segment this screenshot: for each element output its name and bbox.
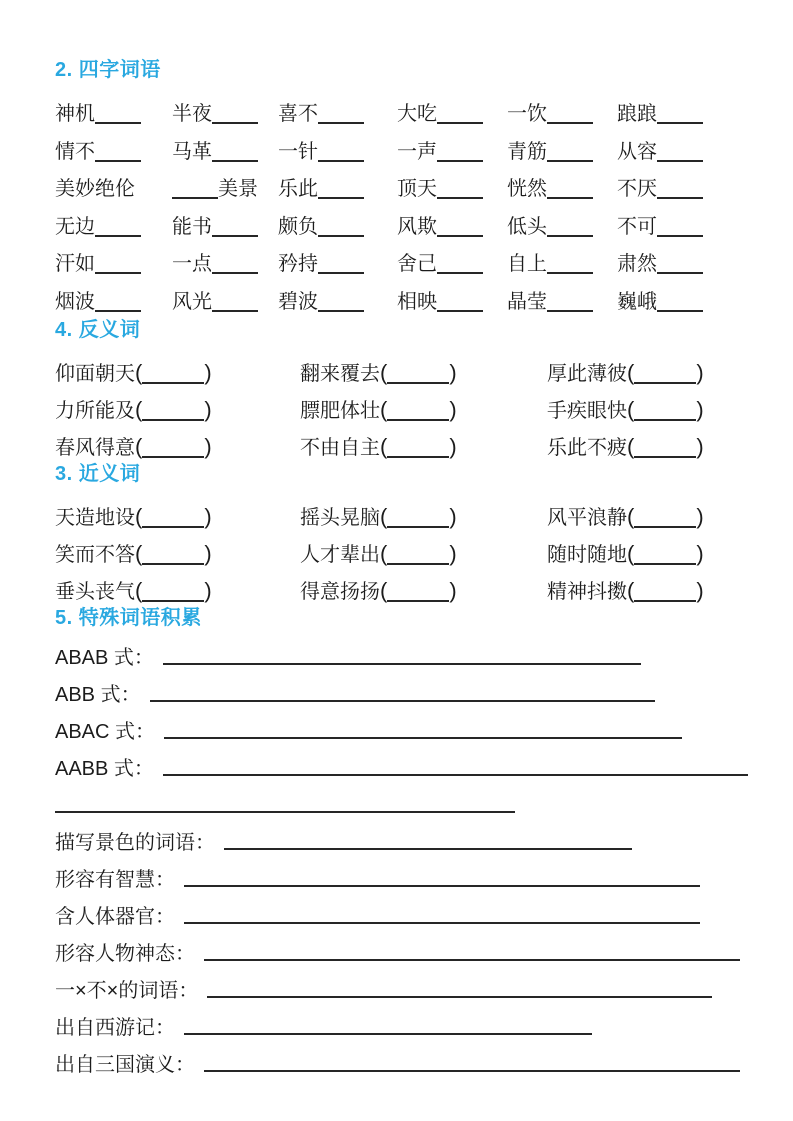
- answer-blank: [387, 407, 449, 421]
- fill-line-row: [55, 747, 748, 784]
- fill-line-label: ABAB 式：: [55, 647, 154, 669]
- section-title-special-words: 5. 特殊词语积累: [55, 607, 202, 629]
- answer-blank: [634, 551, 696, 565]
- answer-blank: [318, 148, 364, 162]
- word-text: 一饮: [507, 103, 547, 126]
- fill-line-label: 出自西游记：: [55, 1017, 175, 1039]
- antonym-item: [55, 394, 300, 423]
- answer-blank: [547, 148, 593, 162]
- answer-line: [55, 811, 515, 813]
- fill-line-row: [55, 969, 748, 1006]
- word-text: 肃然: [617, 253, 657, 276]
- word-item: [172, 247, 278, 276]
- word-text: 翻来覆去: [300, 363, 380, 385]
- fill-line-label: 形容有智慧：: [55, 869, 175, 891]
- fill-line-label: 出自三国演义：: [55, 1054, 195, 1076]
- answer-blank: [437, 148, 483, 162]
- close-paren: ): [696, 434, 704, 459]
- answer-blank: [634, 514, 696, 528]
- fill-line-row: [55, 932, 748, 969]
- word-text: 颇负: [278, 215, 318, 238]
- word-item: [617, 172, 748, 201]
- answer-blank: [142, 407, 204, 421]
- section-four-char-words: [55, 58, 748, 318]
- open-paren: (: [627, 578, 635, 603]
- synonym-grid: [55, 497, 748, 608]
- word-text: 风欺: [397, 215, 437, 238]
- synonym-item: [55, 575, 300, 604]
- word-item: [507, 172, 617, 201]
- word-item: [507, 97, 617, 126]
- answer-blank: [318, 298, 364, 312]
- word-text: 相映: [397, 290, 437, 313]
- answer-blank: [437, 223, 483, 237]
- section-title-four-char-words: 2. 四字词语: [55, 59, 161, 81]
- word-text: 无边: [55, 215, 95, 238]
- answer-blank: [142, 370, 204, 384]
- word-text: 踉踉: [617, 103, 657, 126]
- antonym-item: [55, 431, 300, 460]
- answer-line: [184, 1033, 592, 1035]
- antonym-item: [55, 357, 300, 386]
- synonym-item: [300, 538, 547, 567]
- open-paren: (: [380, 541, 388, 566]
- word-item: [172, 285, 278, 314]
- word-text: 乐此: [278, 178, 318, 201]
- word-item: [278, 247, 397, 276]
- close-paren: ): [204, 434, 212, 459]
- answer-blank: [657, 298, 703, 312]
- word-item: [397, 285, 507, 314]
- close-paren: ): [204, 541, 212, 566]
- word-text: 手疾眼快: [547, 400, 627, 422]
- fill-line-label: 描写景色的词语：: [55, 832, 215, 854]
- fill-line-row: [55, 1043, 748, 1080]
- word-item: [172, 210, 278, 239]
- word-item: [617, 210, 748, 239]
- section-synonyms: [55, 462, 748, 608]
- answer-blank: [547, 223, 593, 237]
- close-paren: ): [449, 541, 457, 566]
- answer-blank: [387, 444, 449, 458]
- antonym-item: [300, 357, 547, 386]
- answer-blank: [212, 110, 258, 124]
- answer-blank: [657, 185, 703, 199]
- word-text: 恍然: [507, 178, 547, 201]
- open-paren: (: [627, 541, 635, 566]
- word-row: [55, 131, 748, 169]
- word-text: 仰面朝天: [55, 363, 135, 385]
- word-text: 乐此不疲: [547, 437, 627, 459]
- word-text: 青筋: [507, 140, 547, 163]
- synonym-item: [547, 538, 748, 567]
- word-text: 一针: [278, 140, 318, 163]
- word-item: [617, 135, 748, 164]
- answer-blank: [212, 260, 258, 274]
- answer-blank: [318, 260, 364, 274]
- section-title-synonyms: 3. 近义词: [55, 463, 141, 485]
- answer-blank: [547, 298, 593, 312]
- synonym-item: [547, 575, 748, 604]
- section-special-words: [55, 606, 748, 1080]
- close-paren: ): [449, 397, 457, 422]
- close-paren: ): [696, 397, 704, 422]
- word-item: [55, 97, 172, 126]
- fill-line-row: [55, 895, 748, 932]
- word-text: 风光: [172, 290, 212, 313]
- answer-line: [163, 774, 748, 776]
- open-paren: (: [627, 397, 635, 422]
- word-item: [617, 285, 748, 314]
- close-paren: ): [204, 504, 212, 529]
- answer-blank: [634, 444, 696, 458]
- word-item: [55, 285, 172, 314]
- word-text: 不由自主: [300, 437, 380, 459]
- answer-blank: [387, 551, 449, 565]
- answer-line: [207, 996, 712, 998]
- section-title-antonyms: 4. 反义词: [55, 319, 141, 341]
- open-paren: (: [135, 397, 143, 422]
- word-text: 不可: [617, 215, 657, 238]
- antonym-item-row: [55, 427, 748, 464]
- antonym-item: [300, 394, 547, 423]
- word-text: 低头: [507, 215, 547, 238]
- antonym-item: [547, 394, 748, 423]
- open-paren: (: [380, 360, 388, 385]
- answer-blank: [437, 110, 483, 124]
- section-antonyms: [55, 318, 748, 464]
- answer-blank: [437, 298, 483, 312]
- answer-blank: [95, 110, 141, 124]
- close-paren: ): [449, 578, 457, 603]
- word-row: [55, 206, 748, 244]
- word-item: [507, 135, 617, 164]
- word-text: 情不: [55, 140, 95, 163]
- word-item: [397, 135, 507, 164]
- answer-blank: [142, 444, 204, 458]
- fill-line-label: ABAC 式：: [55, 721, 156, 743]
- open-paren: (: [380, 434, 388, 459]
- antonym-item: [547, 431, 748, 460]
- word-item: [617, 97, 748, 126]
- antonym-item-row: [55, 390, 748, 427]
- answer-blank: [95, 223, 141, 237]
- fill-line-label: 含人体器官：: [55, 906, 175, 928]
- word-text: 笑而不答: [55, 544, 135, 566]
- answer-blank: [634, 407, 696, 421]
- close-paren: ): [449, 360, 457, 385]
- four-char-word-grid: [55, 93, 748, 318]
- word-text: 汗如: [55, 253, 95, 276]
- word-item: [507, 247, 617, 276]
- answer-line: [184, 922, 700, 924]
- open-paren: (: [135, 541, 143, 566]
- answer-blank: [387, 588, 449, 602]
- open-paren: (: [627, 434, 635, 459]
- fill-line-row: [55, 636, 748, 673]
- word-row: [55, 168, 748, 206]
- word-row: [55, 243, 748, 281]
- open-paren: (: [380, 504, 388, 529]
- close-paren: ): [449, 434, 457, 459]
- close-paren: ): [204, 360, 212, 385]
- word-text: 从容: [617, 140, 657, 163]
- fill-line-label: 形容人物神态：: [55, 943, 195, 965]
- answer-blank: [437, 260, 483, 274]
- answer-blank: [657, 223, 703, 237]
- open-paren: (: [135, 434, 143, 459]
- word-text: 垂头丧气: [55, 581, 135, 603]
- answer-blank: [657, 260, 703, 274]
- word-text: 天造地设: [55, 507, 135, 529]
- answer-blank: [142, 514, 204, 528]
- word-text: 摇头晃脑: [300, 507, 380, 529]
- word-item: [507, 210, 617, 239]
- word-text: 随时随地: [547, 544, 627, 566]
- answer-line: [164, 737, 682, 739]
- antonym-item: [300, 431, 547, 460]
- word-item: [172, 172, 278, 201]
- word-item: [278, 210, 397, 239]
- word-text: 春风得意: [55, 437, 135, 459]
- answer-blank: [547, 260, 593, 274]
- word-text: 人才辈出: [300, 544, 380, 566]
- close-paren: ): [696, 360, 704, 385]
- word-text: 矜持: [278, 253, 318, 276]
- antonym-grid: [55, 353, 748, 464]
- close-paren: ): [204, 578, 212, 603]
- answer-blank: [387, 514, 449, 528]
- synonym-item-row: [55, 571, 748, 608]
- synonym-item: [300, 501, 547, 530]
- answer-blank: [318, 223, 364, 237]
- synonym-item-row: [55, 534, 748, 571]
- answer-blank: [212, 148, 258, 162]
- word-item: [55, 247, 172, 276]
- word-text: 半夜: [172, 103, 212, 126]
- synonym-item-row: [55, 497, 748, 534]
- answer-line: [150, 700, 655, 702]
- fill-line-row: [55, 673, 748, 710]
- synonym-item: [55, 501, 300, 530]
- answer-blank: [95, 148, 141, 162]
- fill-line-row: [55, 710, 748, 747]
- open-paren: (: [135, 360, 143, 385]
- word-item: [55, 135, 172, 164]
- word-text: 一点: [172, 253, 212, 276]
- word-item: [278, 135, 397, 164]
- answer-blank: [547, 110, 593, 124]
- word-item: [397, 172, 507, 201]
- word-text: 不厌: [617, 178, 657, 201]
- answer-line: [163, 663, 641, 665]
- open-paren: (: [135, 504, 143, 529]
- word-item: [55, 210, 172, 239]
- fill-line-list: [55, 636, 748, 1080]
- synonym-item: [55, 538, 300, 567]
- answer-blank: [142, 551, 204, 565]
- answer-blank: [387, 370, 449, 384]
- word-item: [278, 172, 397, 201]
- word-item: [172, 97, 278, 126]
- answer-blank: [318, 185, 364, 199]
- fill-line-row: [55, 784, 748, 821]
- open-paren: (: [380, 578, 388, 603]
- close-paren: ): [696, 504, 704, 529]
- open-paren: (: [627, 504, 635, 529]
- word-item: [397, 247, 507, 276]
- synonym-item: [300, 575, 547, 604]
- word-text: 巍峨: [617, 290, 657, 313]
- answer-blank: [634, 370, 696, 384]
- answer-blank: [95, 260, 141, 274]
- answer-line: [224, 848, 632, 850]
- word-row: [55, 93, 748, 131]
- fill-line-label: 一×不×的词语：: [55, 980, 199, 1002]
- open-paren: (: [380, 397, 388, 422]
- close-paren: ): [449, 504, 457, 529]
- word-text: 大吃: [397, 103, 437, 126]
- word-text: 力所能及: [55, 400, 135, 422]
- word-text: 美景: [218, 178, 258, 201]
- close-paren: ): [696, 541, 704, 566]
- word-text: 烟波: [55, 290, 95, 313]
- word-text: 马革: [172, 140, 212, 163]
- word-item: [617, 247, 748, 276]
- answer-line: [204, 1070, 740, 1072]
- fill-line-label: AABB 式：: [55, 758, 154, 780]
- word-text: 得意扬扬: [300, 581, 380, 603]
- word-text: 喜不: [278, 103, 318, 126]
- word-text: 晶莹: [507, 290, 547, 313]
- word-text: 自上: [507, 253, 547, 276]
- word-item: [55, 172, 172, 201]
- word-item: [397, 210, 507, 239]
- fill-line-row: [55, 821, 748, 858]
- fill-line-label: ABB 式：: [55, 684, 141, 706]
- word-row: [55, 281, 748, 319]
- synonym-item: [547, 501, 748, 530]
- answer-line: [184, 885, 700, 887]
- answer-blank: [212, 298, 258, 312]
- close-paren: ): [204, 397, 212, 422]
- word-text: 能书: [172, 215, 212, 238]
- word-item: [507, 285, 617, 314]
- answer-blank: [172, 185, 218, 199]
- open-paren: (: [135, 578, 143, 603]
- antonym-item: [547, 357, 748, 386]
- word-text: 顶天: [397, 178, 437, 201]
- word-text: 一声: [397, 140, 437, 163]
- answer-blank: [142, 588, 204, 602]
- close-paren: ): [696, 578, 704, 603]
- answer-blank: [657, 148, 703, 162]
- answer-blank: [437, 185, 483, 199]
- answer-blank: [318, 110, 364, 124]
- answer-blank: [657, 110, 703, 124]
- word-text: 美妙绝伦: [55, 178, 135, 201]
- word-item: [278, 285, 397, 314]
- answer-blank: [547, 185, 593, 199]
- word-text: 神机: [55, 103, 95, 126]
- word-text: 舍己: [397, 253, 437, 276]
- fill-line-row: [55, 1006, 748, 1043]
- word-text: 风平浪静: [547, 507, 627, 529]
- answer-blank: [212, 223, 258, 237]
- answer-blank: [95, 298, 141, 312]
- fill-line-row: [55, 858, 748, 895]
- word-text: 厚此薄彼: [547, 363, 627, 385]
- word-item: [278, 97, 397, 126]
- word-item: [397, 97, 507, 126]
- word-text: 膘肥体壮: [300, 400, 380, 422]
- answer-line: [204, 959, 740, 961]
- answer-blank: [634, 588, 696, 602]
- antonym-item-row: [55, 353, 748, 390]
- open-paren: (: [627, 360, 635, 385]
- word-text: 碧波: [278, 290, 318, 313]
- word-item: [172, 135, 278, 164]
- word-text: 精神抖擞: [547, 581, 627, 603]
